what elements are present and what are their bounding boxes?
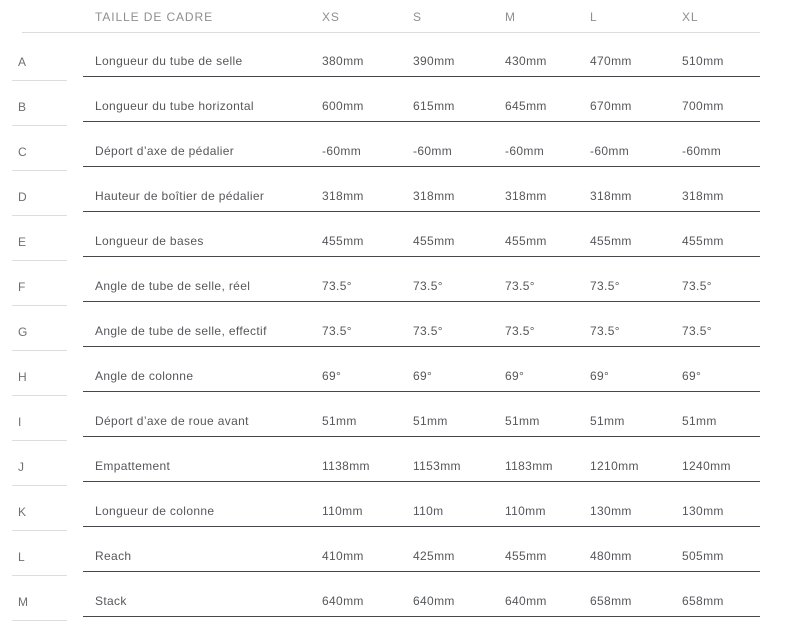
row-value-s: -60mm bbox=[413, 144, 453, 158]
row-value-m: 69° bbox=[505, 369, 525, 383]
row-value-l: 670mm bbox=[590, 99, 632, 113]
row-value-xl: 1240mm bbox=[682, 459, 731, 473]
row-value-xl: 73.5° bbox=[682, 324, 712, 338]
row-letter-cell bbox=[0, 392, 83, 437]
row-label: Longueur de colonne bbox=[95, 504, 215, 518]
row-letter: J bbox=[18, 460, 25, 474]
row-letter: C bbox=[18, 145, 28, 159]
row-main-cell bbox=[83, 527, 760, 572]
row-value-s: 425mm bbox=[413, 549, 455, 563]
row-value-xs: 455mm bbox=[322, 234, 364, 248]
row-value-xs: 380mm bbox=[322, 54, 364, 68]
row-main-cell bbox=[83, 122, 760, 167]
row-value-xs: 51mm bbox=[322, 414, 357, 428]
row-letter-cell bbox=[0, 77, 83, 122]
row-main-cell bbox=[83, 482, 760, 527]
row-letter-cell bbox=[0, 302, 83, 347]
row-value-l: 480mm bbox=[590, 549, 632, 563]
row-value-m: 73.5° bbox=[505, 324, 535, 338]
row-value-xl: 455mm bbox=[682, 234, 724, 248]
row-value-m: -60mm bbox=[505, 144, 545, 158]
row-letter: G bbox=[18, 325, 28, 339]
row-value-xs: 69° bbox=[322, 369, 342, 383]
row-main-cell bbox=[83, 32, 760, 77]
column-header-m: M bbox=[505, 10, 516, 24]
row-value-xl: 69° bbox=[682, 369, 702, 383]
row-value-xl: 73.5° bbox=[682, 279, 712, 293]
table-row bbox=[0, 527, 793, 572]
row-value-s: 390mm bbox=[413, 54, 455, 68]
row-letter: H bbox=[18, 370, 28, 384]
row-letter-cell bbox=[0, 572, 83, 617]
row-letter: D bbox=[18, 190, 28, 204]
row-letter-cell bbox=[0, 347, 83, 392]
row-value-s: 51mm bbox=[413, 414, 448, 428]
row-value-xs: 318mm bbox=[322, 189, 364, 203]
row-main-cell bbox=[83, 167, 760, 212]
row-value-xl: -60mm bbox=[682, 144, 722, 158]
row-value-s: 110m bbox=[413, 504, 444, 518]
table-header-row bbox=[0, 0, 793, 32]
row-letter-cell bbox=[0, 212, 83, 257]
row-value-l: 73.5° bbox=[590, 324, 620, 338]
table-row bbox=[0, 347, 793, 392]
row-value-l: 1210mm bbox=[590, 459, 639, 473]
row-letter-cell bbox=[0, 257, 83, 302]
row-label: Longueur de bases bbox=[95, 234, 204, 248]
table-row bbox=[0, 392, 793, 437]
row-main-cell bbox=[83, 392, 760, 437]
header-main-cell bbox=[83, 0, 760, 32]
row-letter: M bbox=[18, 595, 29, 609]
row-value-s: 73.5° bbox=[413, 324, 443, 338]
row-value-s: 640mm bbox=[413, 594, 455, 608]
row-value-m: 640mm bbox=[505, 594, 547, 608]
row-value-m: 455mm bbox=[505, 234, 547, 248]
row-value-xl: 130mm bbox=[682, 504, 724, 518]
row-label: Longueur du tube de selle bbox=[95, 54, 243, 68]
row-value-xs: 110mm bbox=[322, 504, 363, 518]
row-letter-cell bbox=[0, 32, 83, 77]
row-label: Angle de tube de selle, réel bbox=[95, 279, 251, 293]
row-value-xl: 505mm bbox=[682, 549, 724, 563]
row-letter: E bbox=[18, 235, 27, 249]
row-letter-cell bbox=[0, 527, 83, 572]
row-label: Déport d’axe de roue avant bbox=[95, 414, 249, 428]
row-value-m: 73.5° bbox=[505, 279, 535, 293]
column-header-l: L bbox=[590, 10, 598, 24]
row-label: Hauteur de boîtier de pédalier bbox=[95, 189, 265, 203]
row-main-cell bbox=[83, 77, 760, 122]
row-letter-divider bbox=[12, 620, 67, 621]
row-label: Déport d’axe de pédalier bbox=[95, 144, 235, 158]
row-label: Longueur du tube horizontal bbox=[95, 99, 254, 113]
row-main-cell bbox=[83, 437, 760, 482]
row-label: Stack bbox=[95, 594, 127, 608]
row-value-s: 318mm bbox=[413, 189, 455, 203]
row-value-m: 645mm bbox=[505, 99, 547, 113]
row-value-xs: 1138mm bbox=[322, 459, 370, 473]
row-label: Angle de tube de selle, effectif bbox=[95, 324, 267, 338]
row-label: Angle de colonne bbox=[95, 369, 194, 383]
row-value-xs: 410mm bbox=[322, 549, 364, 563]
column-header-xs: XS bbox=[322, 10, 340, 24]
row-value-m: 430mm bbox=[505, 54, 547, 68]
row-value-xs: 640mm bbox=[322, 594, 364, 608]
row-value-xl: 700mm bbox=[682, 99, 724, 113]
row-value-m: 51mm bbox=[505, 414, 540, 428]
row-value-xl: 658mm bbox=[682, 594, 724, 608]
row-value-l: 130mm bbox=[590, 504, 632, 518]
table-row bbox=[0, 167, 793, 212]
table-row bbox=[0, 302, 793, 347]
table-row bbox=[0, 77, 793, 122]
row-value-xs: 73.5° bbox=[322, 324, 352, 338]
table-row bbox=[0, 572, 793, 617]
row-value-xl: 510mm bbox=[682, 54, 724, 68]
row-value-l: 69° bbox=[590, 369, 610, 383]
column-header-xl: XL bbox=[682, 10, 699, 24]
row-letter: I bbox=[18, 415, 22, 429]
row-value-xs: -60mm bbox=[322, 144, 362, 158]
row-value-m: 1183mm bbox=[505, 459, 553, 473]
row-value-s: 615mm bbox=[413, 99, 455, 113]
row-value-xs: 600mm bbox=[322, 99, 364, 113]
row-value-s: 455mm bbox=[413, 234, 455, 248]
table-row bbox=[0, 32, 793, 77]
table-row bbox=[0, 482, 793, 527]
row-value-m: 110mm bbox=[505, 504, 546, 518]
table-row bbox=[0, 212, 793, 257]
row-letter-cell bbox=[0, 437, 83, 482]
row-letter-cell bbox=[0, 122, 83, 167]
row-label: Reach bbox=[95, 549, 132, 563]
row-value-l: 455mm bbox=[590, 234, 632, 248]
table-row bbox=[0, 122, 793, 167]
column-header-s: S bbox=[413, 10, 422, 24]
row-value-l: 658mm bbox=[590, 594, 632, 608]
row-value-m: 318mm bbox=[505, 189, 547, 203]
row-value-s: 69° bbox=[413, 369, 433, 383]
row-value-l: 470mm bbox=[590, 54, 632, 68]
row-main-cell bbox=[83, 347, 760, 392]
table-row bbox=[0, 257, 793, 302]
row-letter-cell bbox=[0, 482, 83, 527]
row-letter: F bbox=[18, 280, 26, 294]
row-label: Empattement bbox=[95, 459, 171, 473]
row-value-m: 455mm bbox=[505, 549, 547, 563]
row-value-xl: 51mm bbox=[682, 414, 717, 428]
row-letter: L bbox=[18, 550, 26, 564]
table-row bbox=[0, 437, 793, 482]
row-value-xs: 73.5° bbox=[322, 279, 352, 293]
row-value-l: 51mm bbox=[590, 414, 625, 428]
row-main-cell bbox=[83, 572, 760, 617]
row-main-cell bbox=[83, 212, 760, 257]
row-main-cell bbox=[83, 302, 760, 347]
row-letter: A bbox=[18, 55, 27, 69]
row-value-s: 73.5° bbox=[413, 279, 443, 293]
row-value-l: 73.5° bbox=[590, 279, 620, 293]
header-letter-spacer bbox=[0, 0, 83, 32]
column-header-frame-size: TAILLE DE CADRE bbox=[95, 10, 213, 24]
row-letter: B bbox=[18, 100, 27, 114]
row-letter: K bbox=[18, 505, 27, 519]
row-value-l: 318mm bbox=[590, 189, 632, 203]
row-main-cell bbox=[83, 257, 760, 302]
row-letter-cell bbox=[0, 167, 83, 212]
row-value-s: 1153mm bbox=[413, 459, 461, 473]
row-value-xl: 318mm bbox=[682, 189, 724, 203]
row-value-l: -60mm bbox=[590, 144, 630, 158]
table-rows bbox=[0, 32, 793, 617]
